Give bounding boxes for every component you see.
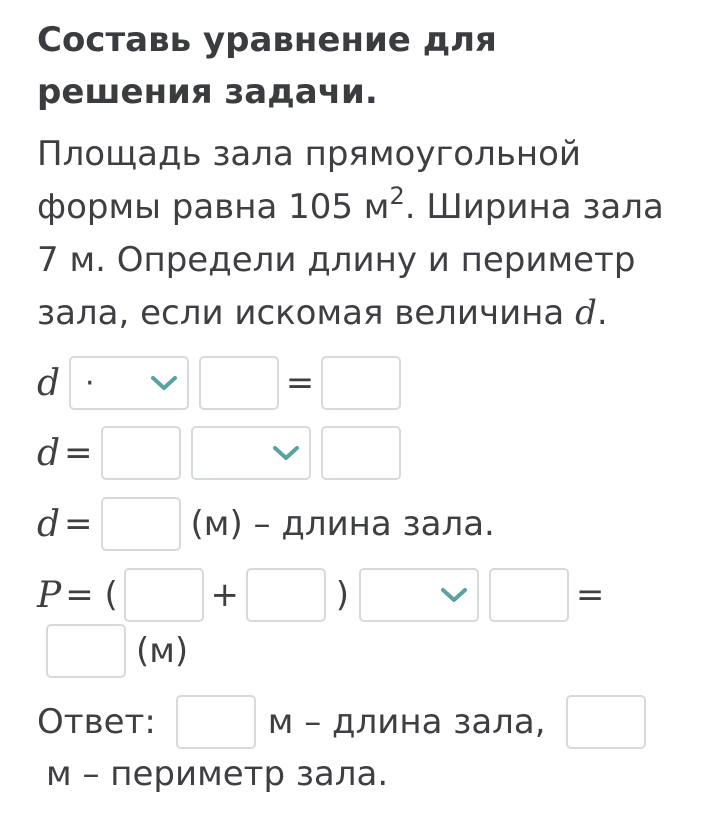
row1-equals: = xyxy=(285,363,315,403)
answer-row xyxy=(37,695,646,749)
answer-label: Ответ: xyxy=(37,702,156,742)
answer-row-continued xyxy=(46,754,388,794)
row4-input-1[interactable] xyxy=(124,568,204,622)
chevron-down-icon xyxy=(149,373,179,393)
row4-input-2[interactable] xyxy=(246,568,326,622)
row1-operator-select[interactable] xyxy=(69,356,189,410)
answer-length-input[interactable] xyxy=(176,695,256,749)
row4-variable: P xyxy=(37,574,62,616)
row1-input-result[interactable] xyxy=(321,356,401,410)
row3-input-length[interactable] xyxy=(101,497,181,551)
problem-line-2-end: . Ширина зала xyxy=(404,187,664,227)
equation-row-4-continued xyxy=(46,624,188,678)
problem-line-1: Площадь зала прямоугольной xyxy=(37,134,581,174)
problem-statement xyxy=(37,128,697,340)
answer-length-text: м – длина зала, xyxy=(267,702,546,742)
variable-d: d xyxy=(575,293,597,333)
problem-line-2 xyxy=(37,181,697,234)
problem-line-3: 7 м. Определи длину и периметр xyxy=(37,240,636,280)
row4-unit: (м) xyxy=(136,631,189,671)
row2-input-1[interactable] xyxy=(101,426,181,480)
row1-variable: d xyxy=(37,362,61,404)
equation-row-3 xyxy=(37,497,495,551)
equation-row-4 xyxy=(37,568,611,622)
row2-operator-select[interactable] xyxy=(191,426,311,480)
row3-suffix: (м) – длина зала. xyxy=(190,504,495,544)
equation-row-1 xyxy=(37,356,401,410)
row2-input-2[interactable] xyxy=(321,426,401,480)
chevron-down-icon xyxy=(271,443,301,463)
chevron-down-icon xyxy=(439,585,469,605)
row2-equals: = xyxy=(64,433,93,473)
exponent: 2 xyxy=(389,181,405,210)
problem-line-2-text: формы равна 105 м xyxy=(37,187,390,227)
row3-variable: d xyxy=(37,503,61,545)
row4-equals: = xyxy=(575,575,605,615)
row4-input-result[interactable] xyxy=(46,624,126,678)
row3-equals: = xyxy=(64,504,93,544)
row4-input-3[interactable] xyxy=(489,568,569,622)
answer-perimeter-input[interactable] xyxy=(566,695,646,749)
row4-operator-select[interactable] xyxy=(359,568,479,622)
problem-line-4-text: зала, если искомая величина xyxy=(37,293,576,333)
problem-line-4-end: . xyxy=(596,293,608,333)
row1-operator-value: · xyxy=(85,365,95,401)
answer-perimeter-text: м – периметр зала. xyxy=(46,754,389,794)
row4-close-paren: ) xyxy=(335,575,350,615)
row4-equals-open: = ( xyxy=(65,575,118,615)
equation-row-2 xyxy=(37,426,401,480)
problem-line-4 xyxy=(37,287,697,340)
row2-variable: d xyxy=(37,432,61,474)
task-title: Составь уравнение для решения задачи. xyxy=(37,20,497,112)
row1-input-1[interactable] xyxy=(199,356,279,410)
row4-plus: + xyxy=(210,575,240,615)
